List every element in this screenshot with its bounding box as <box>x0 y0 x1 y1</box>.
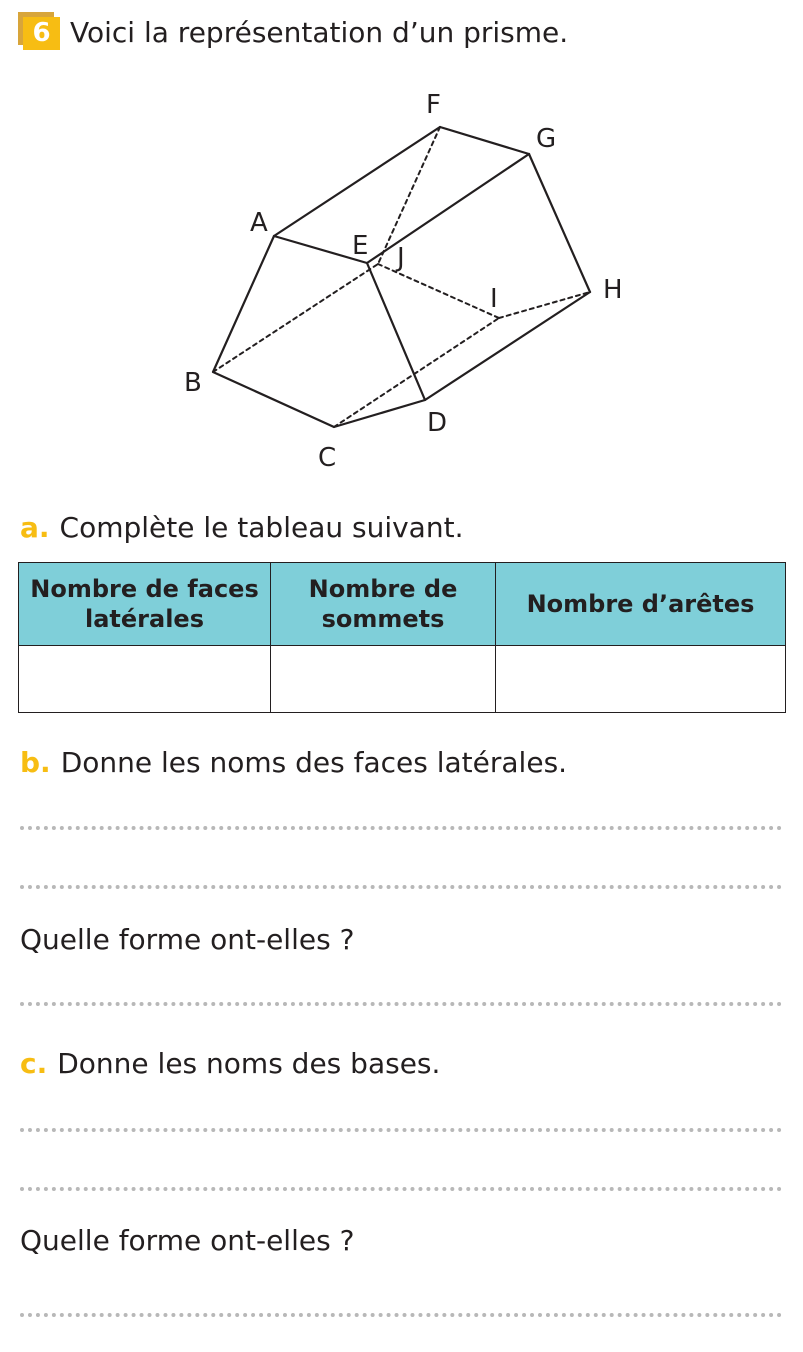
answer-line-b3[interactable] <box>20 1002 782 1006</box>
vertex-label-f: F <box>426 90 441 120</box>
vertex-label-b: B <box>184 368 202 398</box>
vertex-label-a: A <box>250 208 268 238</box>
header-sommets: Nombre de sommets <box>271 563 496 646</box>
part-b-text: Donne les noms des faces latérales. <box>60 746 568 779</box>
prism-figure <box>0 60 803 480</box>
header-aretes: Nombre d’arêtes <box>496 563 786 646</box>
part-b-letter: b. <box>20 746 51 779</box>
exercise-number-badge <box>18 12 60 50</box>
part-a-letter: a. <box>20 511 50 544</box>
table-row <box>19 646 786 713</box>
vertex-label-h: H <box>603 275 623 305</box>
vertex-label-e: E <box>352 231 369 261</box>
part-a-instruction <box>20 510 463 546</box>
answer-line-b2[interactable] <box>20 885 782 889</box>
answer-cell-aretes[interactable] <box>496 646 786 713</box>
part-c-question: Quelle forme ont-elles ? <box>20 1224 355 1257</box>
part-a-text: Complète le tableau suivant. <box>59 511 464 544</box>
answer-line-c3[interactable] <box>20 1313 782 1317</box>
answer-cell-faces[interactable] <box>19 646 271 713</box>
answer-line-c2[interactable] <box>20 1187 782 1191</box>
vertex-label-d: D <box>427 408 448 438</box>
vertex-label-g: G <box>536 124 557 154</box>
part-b-instruction <box>20 745 567 781</box>
part-c-text: Donne les noms des bases. <box>57 1047 441 1080</box>
part-c-letter: c. <box>20 1047 48 1080</box>
vertex-label-i: I <box>490 284 498 314</box>
vertex-label-c: C <box>318 443 337 473</box>
exercise-title: Voici la représentation d’un prisme. <box>70 16 569 49</box>
exercise-number: 6 <box>23 17 60 50</box>
table-header-row <box>19 563 786 646</box>
answer-line-c1[interactable] <box>20 1128 782 1132</box>
vertex-label-j: J <box>397 243 405 273</box>
header-faces-laterales: Nombre de faces latérales <box>19 563 271 646</box>
part-b-question: Quelle forme ont-elles ? <box>20 923 355 956</box>
answer-cell-sommets[interactable] <box>271 646 496 713</box>
answer-table <box>18 562 786 713</box>
answer-line-b1[interactable] <box>20 826 782 830</box>
part-c-instruction <box>20 1046 440 1082</box>
